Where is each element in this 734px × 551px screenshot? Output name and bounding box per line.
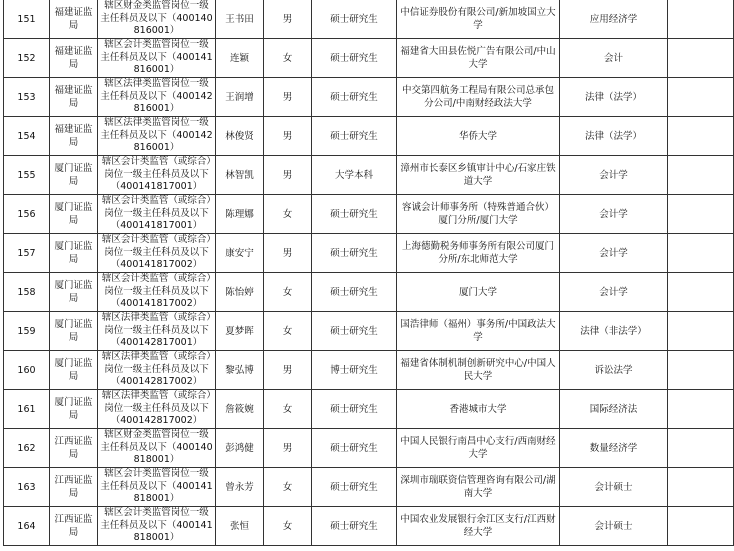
cell-position: 辖区会计类监管岗位一级主任科员及以下（400141816001）: [98, 39, 216, 78]
cell-gender: 男: [264, 351, 312, 390]
cell-position: 辖区法律类监管（或综合）岗位一级主任科员及以下（400142817002）: [98, 390, 216, 429]
cell-note: [668, 351, 734, 390]
cell-major: 会计硕士: [560, 468, 668, 507]
cell-bureau: 厦门证监局: [50, 234, 98, 273]
cell-gender: 男: [264, 117, 312, 156]
cell-education: 硕士研究生: [312, 273, 397, 312]
cell-work-unit: 上海德勤税务师事务所有限公司厦门分所/东北师范大学: [397, 234, 560, 273]
cell-number: 152: [4, 39, 50, 78]
cell-gender: 女: [264, 39, 312, 78]
table-row: [4, 312, 734, 351]
cell-major: 会计硕士: [560, 507, 668, 546]
cell-name: 王润增: [216, 78, 264, 117]
cell-position: 辖区法律类监管（或综合）岗位一级主任科员及以下（400142817001）: [98, 312, 216, 351]
cell-position: 辖区法律类监管岗位一级主任科员及以下（400142816001）: [98, 117, 216, 156]
cell-number: 157: [4, 234, 50, 273]
cell-work-unit: 福建省体制机制创新研究中心/中国人民大学: [397, 351, 560, 390]
cell-number: 162: [4, 429, 50, 468]
cell-note: [668, 507, 734, 546]
cell-gender: 男: [264, 78, 312, 117]
cell-major: 法律（法学）: [560, 78, 668, 117]
table-row: [4, 39, 734, 78]
cell-work-unit: 福建省大田县佐悦广告有限公司/中山大学: [397, 39, 560, 78]
cell-name: 夏梦晖: [216, 312, 264, 351]
cell-bureau: 福建证监局: [50, 117, 98, 156]
cell-major: 法律（法学）: [560, 117, 668, 156]
cell-position: 辖区会计类监管（或综合）岗位一级主任科员及以下（400141817001）: [98, 195, 216, 234]
cell-education: 博士研究生: [312, 351, 397, 390]
cell-bureau: 厦门证监局: [50, 195, 98, 234]
cell-gender: 女: [264, 273, 312, 312]
cell-gender: 女: [264, 195, 312, 234]
cell-name: 张恒: [216, 507, 264, 546]
cell-bureau: 福建证监局: [50, 78, 98, 117]
cell-bureau: 江西证监局: [50, 507, 98, 546]
table-row: [4, 468, 734, 507]
cell-name: 彭鸿健: [216, 429, 264, 468]
cell-position: 辖区财金类监管岗位一级主任科员及以下（400140818001）: [98, 429, 216, 468]
cell-work-unit: 中国农业发展银行余江区支行/江西财经大学: [397, 507, 560, 546]
cell-gender: 女: [264, 390, 312, 429]
cell-number: 153: [4, 78, 50, 117]
cell-bureau: 厦门证监局: [50, 273, 98, 312]
cell-number: 154: [4, 117, 50, 156]
cell-name: 康安宁: [216, 234, 264, 273]
table-row: [4, 351, 734, 390]
cell-name: 陈怡婷: [216, 273, 264, 312]
cell-gender: 女: [264, 468, 312, 507]
cell-note: [668, 39, 734, 78]
cell-note: [668, 429, 734, 468]
cell-name: 陈理娜: [216, 195, 264, 234]
cell-name: 林俊贤: [216, 117, 264, 156]
cell-gender: 男: [264, 156, 312, 195]
table-row: [4, 234, 734, 273]
cell-education: 硕士研究生: [312, 0, 397, 39]
cell-education: 硕士研究生: [312, 312, 397, 351]
cell-gender: 男: [264, 429, 312, 468]
cell-major: 法律（非法学）: [560, 312, 668, 351]
cell-name: 詹筱婉: [216, 390, 264, 429]
cell-work-unit: 深圳市瑞联资信管理咨询有限公司/湖南大学: [397, 468, 560, 507]
cell-bureau: 福建证监局: [50, 0, 98, 39]
cell-bureau: 厦门证监局: [50, 351, 98, 390]
cell-position: 辖区会计类监管岗位一级主任科员及以下（400141818001）: [98, 468, 216, 507]
cell-work-unit: 中信证券股份有限公司/新加坡国立大学: [397, 0, 560, 39]
cell-number: 151: [4, 0, 50, 39]
table-row: [4, 273, 734, 312]
cell-work-unit: 中交第四航务工程局有限公司总承包分公司/中南财经政法大学: [397, 78, 560, 117]
cell-major: 诉讼法学: [560, 351, 668, 390]
table-row: [4, 390, 734, 429]
cell-work-unit: 华侨大学: [397, 117, 560, 156]
cell-major: 国际经济法: [560, 390, 668, 429]
cell-bureau: 江西证监局: [50, 468, 98, 507]
cell-education: 硕士研究生: [312, 195, 397, 234]
cell-work-unit: 香港城市大学: [397, 390, 560, 429]
table-row: [4, 507, 734, 546]
cell-education: 硕士研究生: [312, 429, 397, 468]
cell-bureau: 江西证监局: [50, 429, 98, 468]
table-row: [4, 429, 734, 468]
cell-number: 160: [4, 351, 50, 390]
cell-position: 辖区会计类监管（或综合）岗位一级主任科员及以下（400141817002）: [98, 273, 216, 312]
cell-bureau: 厦门证监局: [50, 156, 98, 195]
cell-education: 硕士研究生: [312, 39, 397, 78]
cell-note: [668, 390, 734, 429]
cell-education: 硕士研究生: [312, 507, 397, 546]
cell-major: 会计学: [560, 195, 668, 234]
cell-gender: 女: [264, 507, 312, 546]
cell-major: 数量经济学: [560, 429, 668, 468]
cell-gender: 男: [264, 234, 312, 273]
cell-education: 大学本科: [312, 156, 397, 195]
table-row: [4, 0, 734, 39]
cell-position: 辖区会计类监管岗位一级主任科员及以下（400141818001）: [98, 507, 216, 546]
cell-number: 163: [4, 468, 50, 507]
table-row: [4, 156, 734, 195]
cell-major: 会计学: [560, 156, 668, 195]
cell-education: 硕士研究生: [312, 390, 397, 429]
cell-gender: 女: [264, 312, 312, 351]
candidate-table: [3, 0, 734, 546]
cell-work-unit: 厦门大学: [397, 273, 560, 312]
cell-number: 164: [4, 507, 50, 546]
table-body: [4, 0, 734, 546]
cell-education: 硕士研究生: [312, 468, 397, 507]
cell-note: [668, 0, 734, 39]
cell-number: 161: [4, 390, 50, 429]
cell-education: 硕士研究生: [312, 117, 397, 156]
table-row: [4, 117, 734, 156]
cell-name: 林智凯: [216, 156, 264, 195]
cell-gender: 男: [264, 0, 312, 39]
cell-work-unit: 中国人民银行南昌中心支行/西南财经大学: [397, 429, 560, 468]
cell-education: 硕士研究生: [312, 234, 397, 273]
cell-position: 辖区财金类监管岗位一级主任科员及以下（400140816001）: [98, 0, 216, 39]
cell-work-unit: 漳州市长泰区乡镇审计中心/石家庄铁道大学: [397, 156, 560, 195]
cell-position: 辖区法律类监管（或综合）岗位一级主任科员及以下（400142817002）: [98, 351, 216, 390]
cell-position: 辖区会计类监管（或综合）岗位一级主任科员及以下（400141817001）: [98, 156, 216, 195]
cell-major: 会计: [560, 39, 668, 78]
cell-work-unit: 国浩律师（福州）事务所/中国政法大学: [397, 312, 560, 351]
cell-note: [668, 273, 734, 312]
cell-bureau: 厦门证监局: [50, 312, 98, 351]
table-row: [4, 78, 734, 117]
cell-number: 159: [4, 312, 50, 351]
cell-bureau: 福建证监局: [50, 39, 98, 78]
cell-position: 辖区会计类监管（或综合）岗位一级主任科员及以下（400141817002）: [98, 234, 216, 273]
cell-number: 156: [4, 195, 50, 234]
cell-name: 连颖: [216, 39, 264, 78]
cell-note: [668, 312, 734, 351]
cell-name: 黎弘博: [216, 351, 264, 390]
cell-name: 王书田: [216, 0, 264, 39]
cell-note: [668, 78, 734, 117]
cell-note: [668, 234, 734, 273]
cell-major: 应用经济学: [560, 0, 668, 39]
cell-note: [668, 117, 734, 156]
cell-major: 会计学: [560, 234, 668, 273]
table-row: [4, 195, 734, 234]
cell-note: [668, 195, 734, 234]
cell-name: 曾永芳: [216, 468, 264, 507]
cell-number: 158: [4, 273, 50, 312]
cell-bureau: 厦门证监局: [50, 390, 98, 429]
cell-number: 155: [4, 156, 50, 195]
cell-education: 硕士研究生: [312, 78, 397, 117]
cell-note: [668, 468, 734, 507]
cell-major: 会计学: [560, 273, 668, 312]
cell-work-unit: 容诚会计师事务所（特殊普通合伙）厦门分所/厦门大学: [397, 195, 560, 234]
cell-position: 辖区法律类监管岗位一级主任科员及以下（400142816001）: [98, 78, 216, 117]
cell-note: [668, 156, 734, 195]
